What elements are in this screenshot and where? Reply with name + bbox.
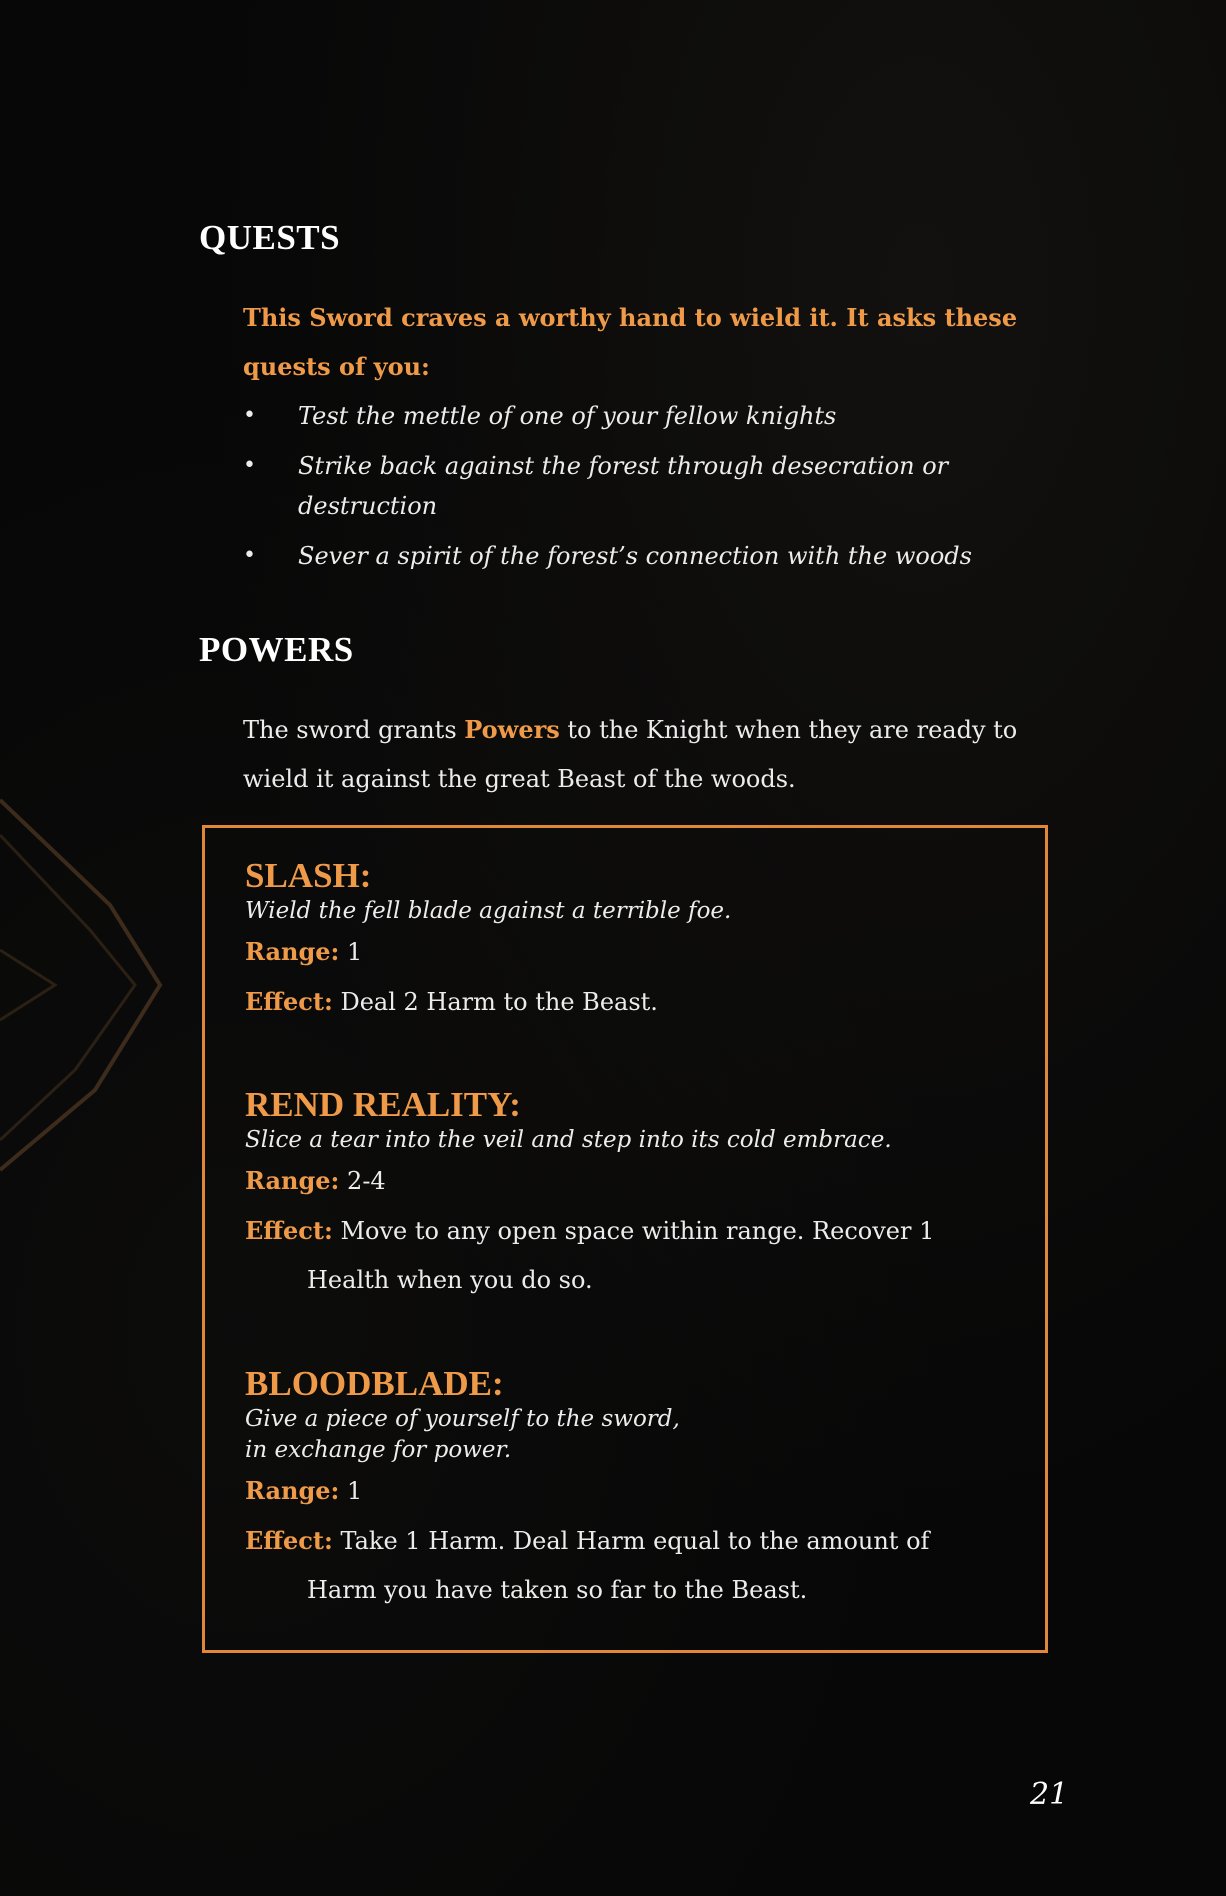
power-flavor: Wield the fell blade against a terrible foe. xyxy=(245,898,732,924)
quests-intro: This Sword craves a worthy hand to wield it. It asks these quests of you: xyxy=(243,303,1018,381)
bullet-icon: • xyxy=(243,403,256,428)
power-title: BLOODBLADE: xyxy=(245,1364,504,1403)
powers-intro-text: The sword grants xyxy=(243,716,465,744)
effect-label: Effect: xyxy=(245,1526,333,1555)
power-range xyxy=(245,1466,1025,1516)
bullet-icon: • xyxy=(243,543,256,568)
power-flavor: in exchange for power. xyxy=(245,1437,512,1463)
range-value: 1 xyxy=(347,1477,363,1505)
power-rend-reality xyxy=(245,1085,1025,1305)
powers-heading: POWERS xyxy=(199,630,354,669)
power-title: SLASH: xyxy=(245,856,372,895)
power-slash xyxy=(245,856,1025,1027)
power-flavor: Slice a tear into the veil and step into its cold embrace. xyxy=(245,1127,892,1153)
page-number: 21 xyxy=(1030,1777,1069,1812)
range-value: 2-4 xyxy=(347,1167,386,1195)
power-effect xyxy=(245,1516,1025,1566)
power-flavor: Give a piece of yourself to the sword, xyxy=(245,1406,680,1432)
power-bloodblade xyxy=(245,1364,1025,1615)
quest-item xyxy=(243,446,1043,526)
power-effect xyxy=(245,1206,1025,1256)
quest-item xyxy=(243,536,1043,576)
effect-text: Move to any open space within range. Recover 1 xyxy=(340,1217,935,1245)
range-label: Range: xyxy=(245,1166,340,1195)
power-range xyxy=(245,927,1025,977)
quest-list xyxy=(243,396,1043,586)
range-label: Range: xyxy=(245,937,340,966)
quest-text: Sever a spirit of the forest’s connection with the woods xyxy=(298,542,972,570)
powers-keyword: Powers xyxy=(464,715,560,744)
powers-box xyxy=(202,825,1048,1653)
effect-text: Take 1 Harm. Deal Harm equal to the amount of xyxy=(340,1527,930,1555)
quests-heading: QUESTS xyxy=(199,218,341,257)
quest-text: Strike back against the forest through desecration or destruction xyxy=(298,452,949,520)
effect-label: Effect: xyxy=(245,1216,333,1245)
quest-text: Test the mettle of one of your fellow knights xyxy=(298,402,837,430)
effect-continuation: Harm you have taken so far to the Beast. xyxy=(307,1576,808,1604)
power-title: REND REALITY: xyxy=(245,1085,521,1124)
powers-intro-text: to the Knight when they are ready to wield it against the great Beast of the woods. xyxy=(243,716,1018,793)
effect-text: Deal 2 Harm to the Beast. xyxy=(340,988,658,1016)
range-label: Range: xyxy=(245,1476,340,1505)
range-value: 1 xyxy=(347,938,363,966)
powers-intro xyxy=(243,705,1023,804)
effect-continuation: Health when you do so. xyxy=(307,1266,593,1294)
effect-label: Effect: xyxy=(245,987,333,1016)
quest-item xyxy=(243,396,1043,436)
bullet-icon: • xyxy=(243,453,256,478)
power-range xyxy=(245,1156,1025,1206)
power-effect xyxy=(245,977,1025,1027)
